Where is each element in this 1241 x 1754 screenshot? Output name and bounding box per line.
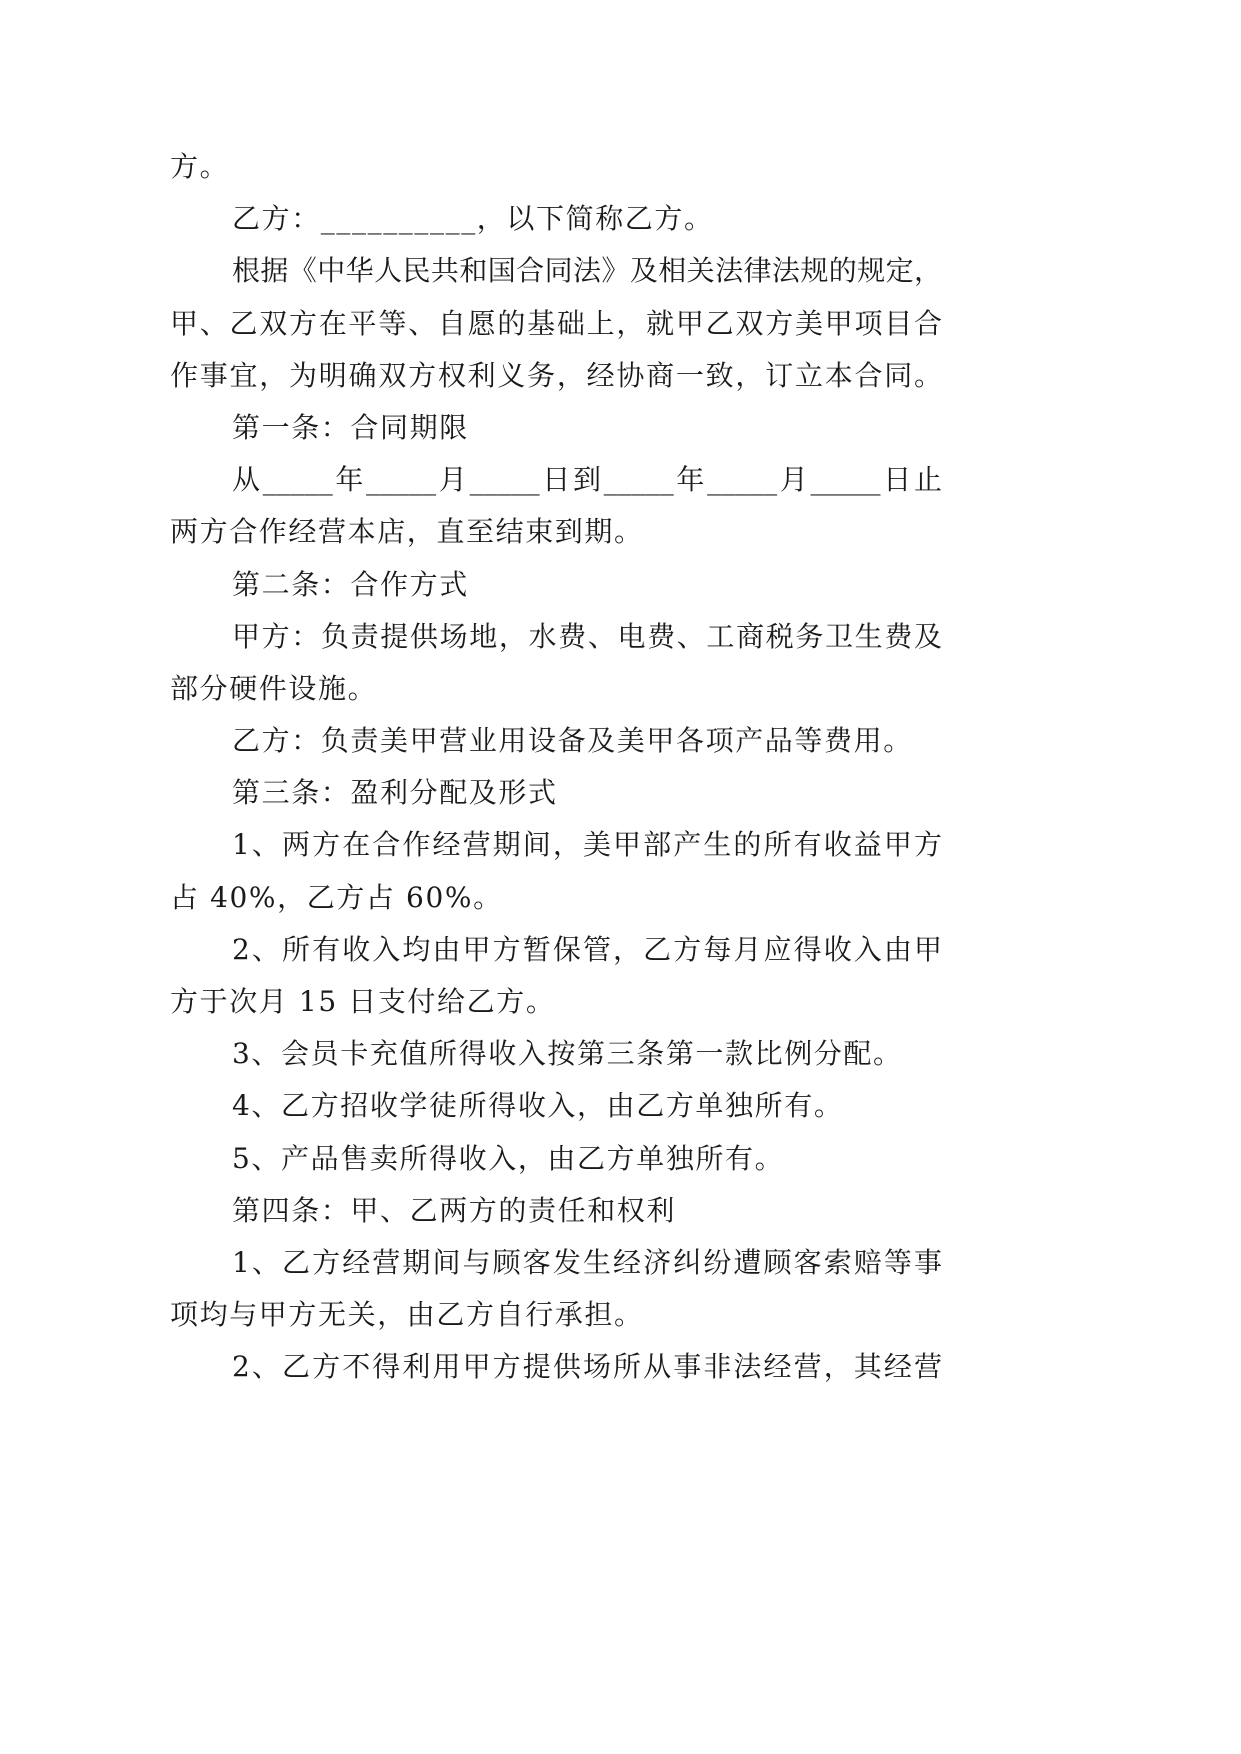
article-3-heading	[170, 767, 942, 819]
party-b-duties	[170, 715, 942, 767]
text-line: 2、所有收入均由甲方暂保管，乙方每月应得收入由甲	[232, 932, 942, 966]
article-4-heading	[170, 1185, 942, 1237]
article-1-heading	[170, 402, 942, 454]
contract-body	[170, 141, 942, 1394]
continued-text	[170, 141, 942, 193]
text-line: 第一条：合同期限	[232, 410, 469, 444]
profit-clause-3	[170, 1028, 942, 1080]
text-line: 两方合作经营本店，直至结束到期。	[170, 515, 644, 549]
profit-clause-5	[170, 1133, 942, 1185]
text-line: 2、乙方不得利用甲方提供场所从事非法经营，其经营	[232, 1350, 942, 1384]
profit-clause-1	[170, 819, 942, 923]
text-line: 项均与甲方无关，由乙方自行承担。	[170, 1298, 644, 1332]
text-line: 占 40%，乙方占 60%。	[170, 880, 503, 914]
profit-clause-4	[170, 1080, 942, 1132]
text-line: 作事宜，为明确双方权利义务，经协商一致，订立本合同。	[170, 358, 942, 392]
text-line: 第二条：合作方式	[232, 567, 469, 601]
text-line: 乙方：负责美甲营业用设备及美甲各项产品等费用。	[232, 724, 913, 758]
text-line: 5、产品售卖所得收入，由乙方单独所有。	[232, 1141, 785, 1175]
text-line: 1、两方在合作经营期间，美甲部产生的所有收益甲方	[232, 828, 942, 862]
text-line: 根据《中华人民共和国合同法》及相关法律法规的规定，	[232, 254, 942, 288]
term-clause	[170, 454, 942, 558]
text-line: 3、会员卡充值所得收入按第三条第一款比例分配。	[232, 1037, 903, 1071]
text-line: 1、乙方经营期间与顾客发生经济纠纷遭顾客索赔等事	[232, 1245, 942, 1279]
preamble-paragraph	[170, 245, 942, 402]
party-a-duties	[170, 611, 942, 715]
text-line: 乙方：__________，以下简称乙方。	[232, 202, 714, 236]
text-line: 方。	[170, 150, 230, 183]
text-line: 第四条：甲、乙两方的责任和权利	[232, 1193, 677, 1227]
text-line: 方于次月 15 日支付给乙方。	[170, 985, 556, 1018]
text-line: 从_____年_____月_____日到_____年_____月_____日止	[232, 463, 942, 497]
text-line: 甲、乙双方在平等、自愿的基础上，就甲乙双方美甲项目合	[170, 306, 942, 340]
article-2-heading	[170, 559, 942, 611]
liability-clause-2	[170, 1341, 942, 1393]
text-line: 部分硬件设施。	[170, 671, 378, 705]
liability-clause-1	[170, 1237, 942, 1341]
text-line: 第三条：盈利分配及形式	[232, 776, 558, 810]
text-line: 4、乙方招收学徒所得收入，由乙方单独所有。	[232, 1089, 844, 1123]
profit-clause-2	[170, 924, 942, 1028]
party-b-line	[170, 193, 942, 245]
text-line: 甲方：负责提供场地，水费、电费、工商税务卫生费及	[232, 619, 942, 653]
